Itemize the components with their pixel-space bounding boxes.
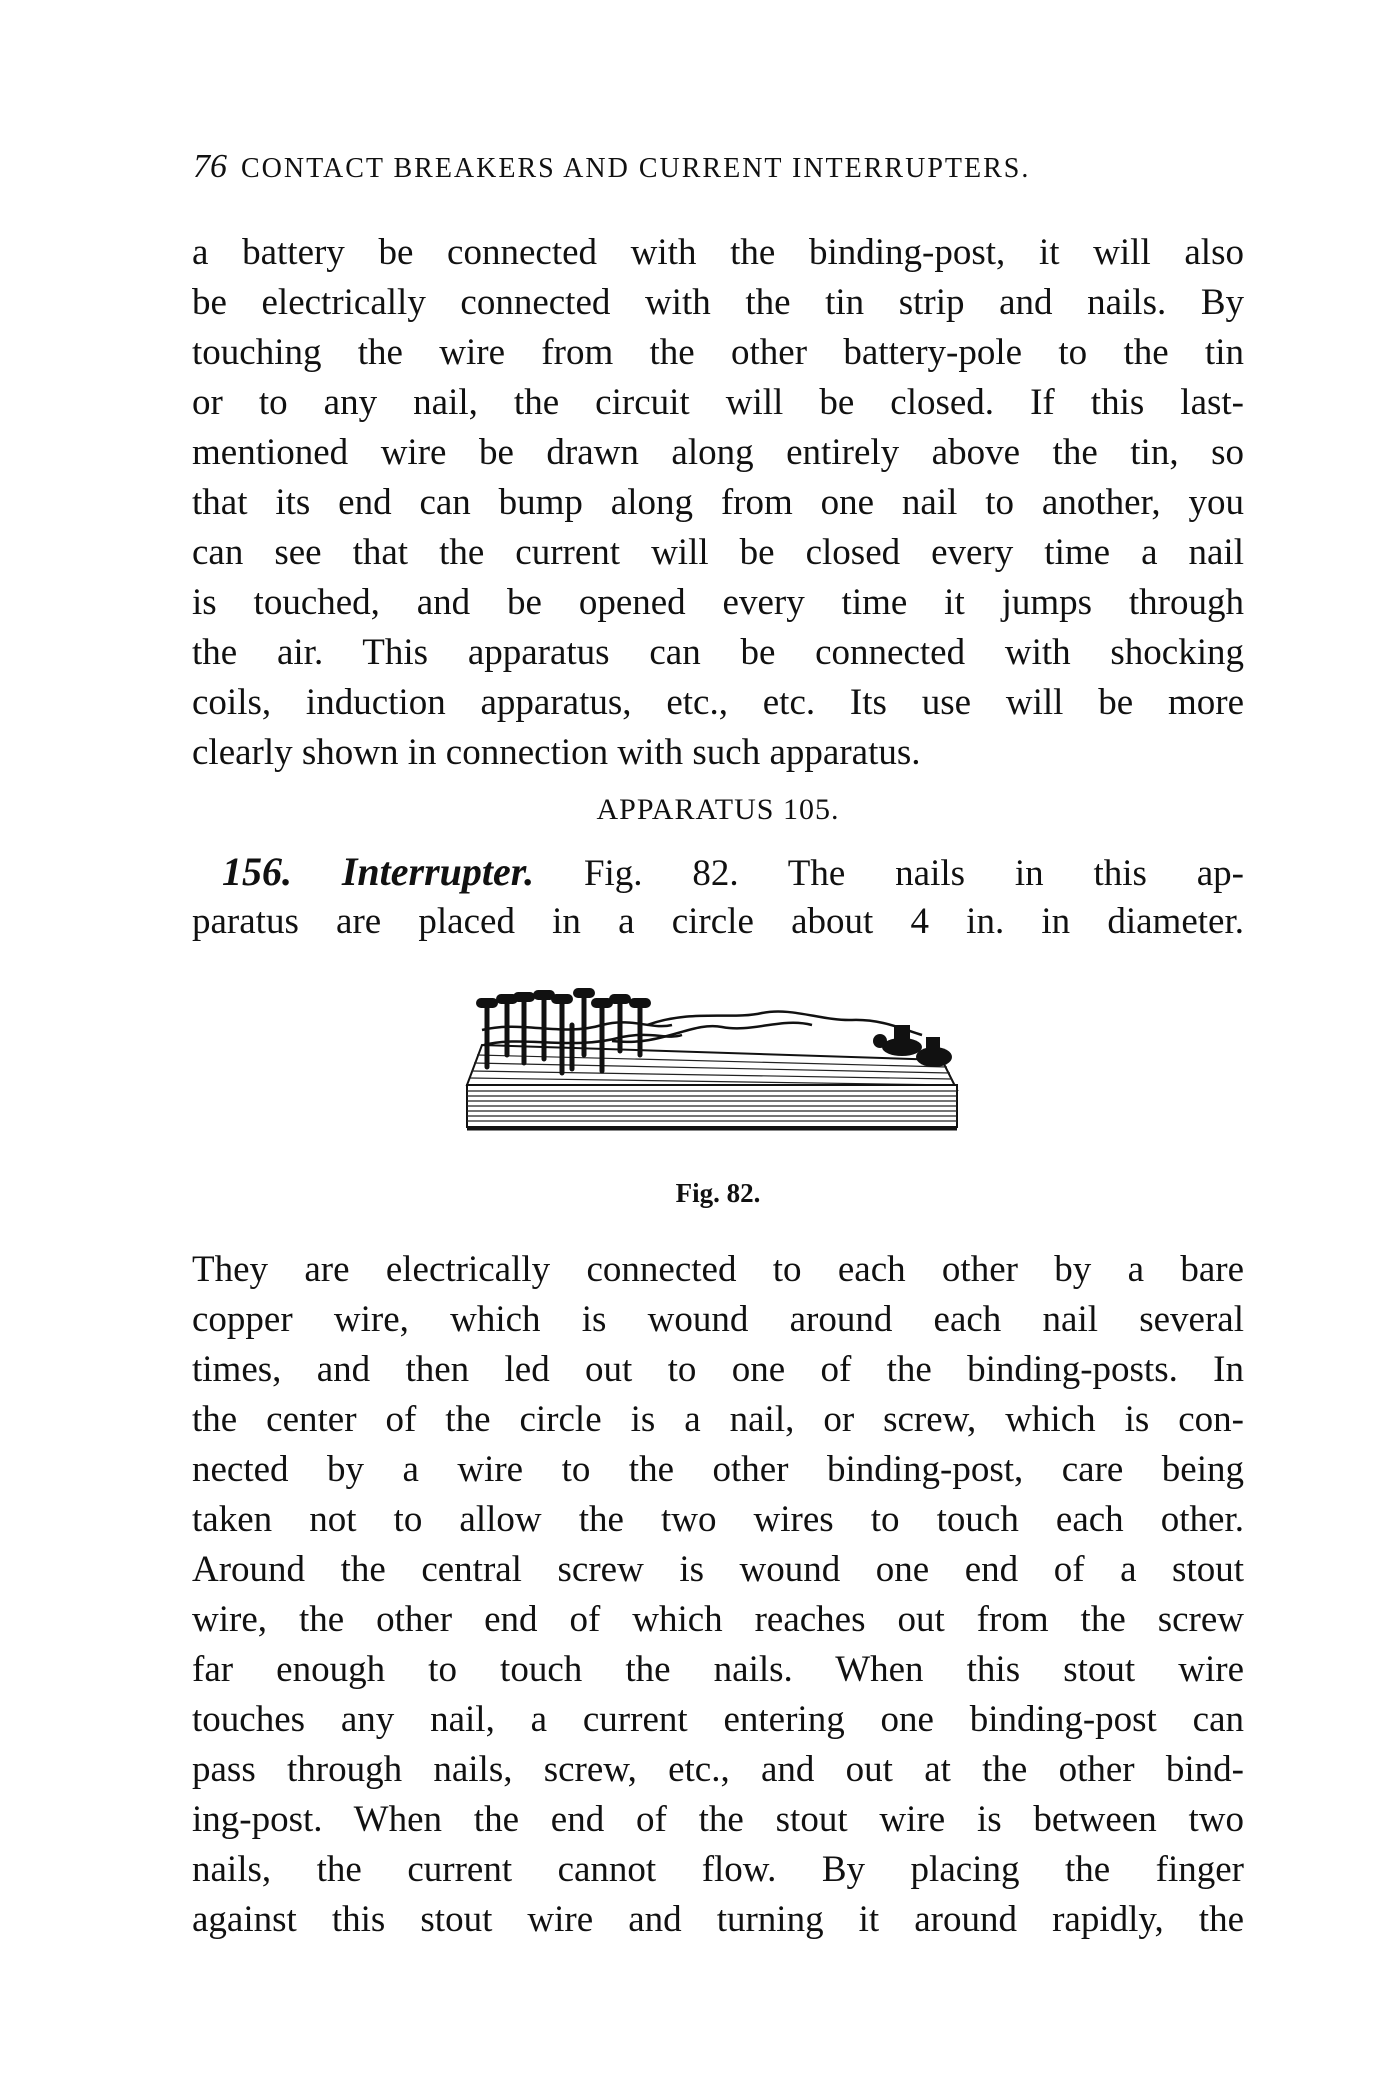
text-line: be electrically connected with the tin strip and nails. By [192,282,1244,323]
text-line: clearly shown in connection with such apparatus. [192,732,921,773]
text-line: ing-post. When the end of the stout wire is between two [192,1799,1244,1840]
figure-caption: Fig. 82. [675,1178,761,1208]
copper-wire [482,1011,922,1045]
text-line: against this stout wire and turning it around rapidly, the [192,1899,1244,1940]
interrupter-illustration [462,985,962,1145]
text-line: touching the wire from the other battery-pole to the tin [192,332,1244,373]
text-line: wire, the other end of which reaches out from the screw [192,1599,1244,1640]
chapter-title: CONTACT BREAKERS AND CURRENT INTERRUPTERS. [241,153,1031,184]
text-line: nails, the current cannot flow. By placing the finger [192,1849,1244,1890]
text-line: or to any nail, the circuit will be closed. If this last- [192,382,1244,423]
page-number: 76 [193,148,227,185]
paragraph-description [192,1245,1244,1945]
text-line: coils, induction apparatus, etc., etc. Its use will be more [192,682,1244,723]
apparatus-heading: APPARATUS 105. [596,793,840,826]
section-title: Interrupter. [341,849,535,894]
section-first-line [192,847,1244,897]
running-head [193,148,1193,186]
text-line: mentioned wire be drawn along entirely above the tin, so [192,432,1244,473]
text-line: the air. This apparatus can be connected with shocking [192,632,1244,673]
section-number: 156. [222,849,292,894]
text-line: a battery be connected with the binding-post, it will also [192,232,1244,273]
text-line: is touched, and be opened every time it jumps through [192,582,1244,623]
section-line1-text: Fig. 82. The nails in this ap- [583,853,1244,894]
text-line: far enough to touch the nails. When this stout wire [192,1649,1244,1690]
section-intro [192,847,1244,947]
text-line: times, and then led out to one of the binding-posts. In [192,1349,1244,1390]
text-line: paratus are placed in a circle about 4 in. in diameter. [192,901,1244,942]
text-line: nected by a wire to the other binding-post, care being [192,1449,1244,1490]
text-line: They are electrically connected to each other by a bare [192,1249,1244,1290]
text-line: taken not to allow the two wires to touch each other. [192,1499,1244,1540]
text-line: touches any nail, a current entering one binding-post can [192,1699,1244,1740]
text-line: that its end can bump along from one nail to another, you [192,482,1244,523]
paragraph-continuation [192,228,1244,778]
text-line: copper wire, which is wound around each nail several [192,1299,1244,1340]
text-line: the center of the circle is a nail, or screw, which is con- [192,1399,1244,1440]
text-line: Around the central screw is wound one end of a stout [192,1549,1244,1590]
wooden-base [467,1045,957,1129]
text-line: can see that the current will be closed every time a nail [192,532,1244,573]
text-line: pass through nails, screw, etc., and out at the other bind- [192,1749,1244,1790]
